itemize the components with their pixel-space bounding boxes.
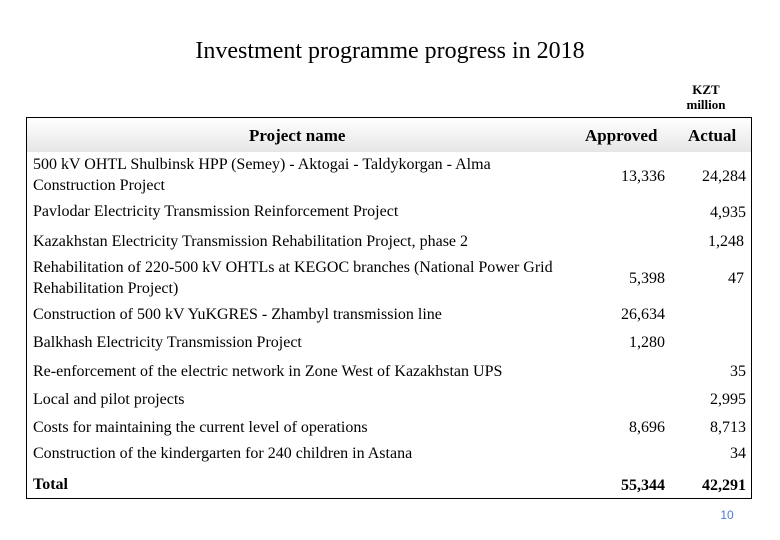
total-actual: 42,291 [702,477,746,494]
table-row-project: Costs for maintaining the current level of operations [33,419,368,436]
table-row-actual: 1,248 [708,233,744,250]
table-row-project: Construction of the kindergarten for 240 children in Astana [33,445,413,462]
table-row-approved: 1,280 [629,334,665,351]
col-approved: Approved [585,126,658,145]
table-row-approved: 26,634 [621,306,665,323]
unit-label: KZT million [686,82,726,112]
table-row-actual: 35 [730,363,746,380]
table-row-project: Re-enforcement of the electric network in Zone West of Kazakhstan UPS [33,363,503,380]
table-row-project: Balkhash Electricity Transmission Project [33,334,302,351]
total-approved: 55,344 [621,477,665,494]
table-row-approved: 8,696 [629,419,665,436]
table-row-project: Kazakhstan Electricity Transmission Rehabilitation Project, phase 2 [33,233,469,250]
page-number: 10 [720,508,734,522]
table-row-approved: 5,398 [629,270,665,287]
table-row-actual: 4,935 [710,204,746,221]
table-row-actual: 2,995 [710,391,746,408]
table-row-project: Local and pilot projects [33,391,185,408]
table-row-project: Pavlodar Electricity Transmission Reinforcement Project [33,203,399,220]
table-row-project: Rehabilitation of 220-500 kV OHTLs at KEGOC branches (National Power Grid Rehabilitation Project) [33,259,553,297]
total-label: Total [33,476,68,493]
col-project-name: Project name [249,126,346,145]
table-row-approved: 13,336 [621,168,665,185]
table-row-actual: 34 [730,445,746,462]
investment-table [26,117,752,499]
table-row-project: Construction of 500 kV YuKGRES - Zhambyl transmission line [33,306,442,323]
table-row-actual: 24,284 [702,168,746,185]
table-row-actual: 47 [728,270,744,287]
col-actual: Actual [688,126,737,145]
table-row-project: 500 kV OHTL Shulbinsk HPP (Semey) - Aktogai - Taldykorgan - Alma Construction Project [33,156,491,194]
table-row-actual: 8,713 [710,419,746,436]
page-title: Investment programme progress in 2018 [195,38,585,64]
